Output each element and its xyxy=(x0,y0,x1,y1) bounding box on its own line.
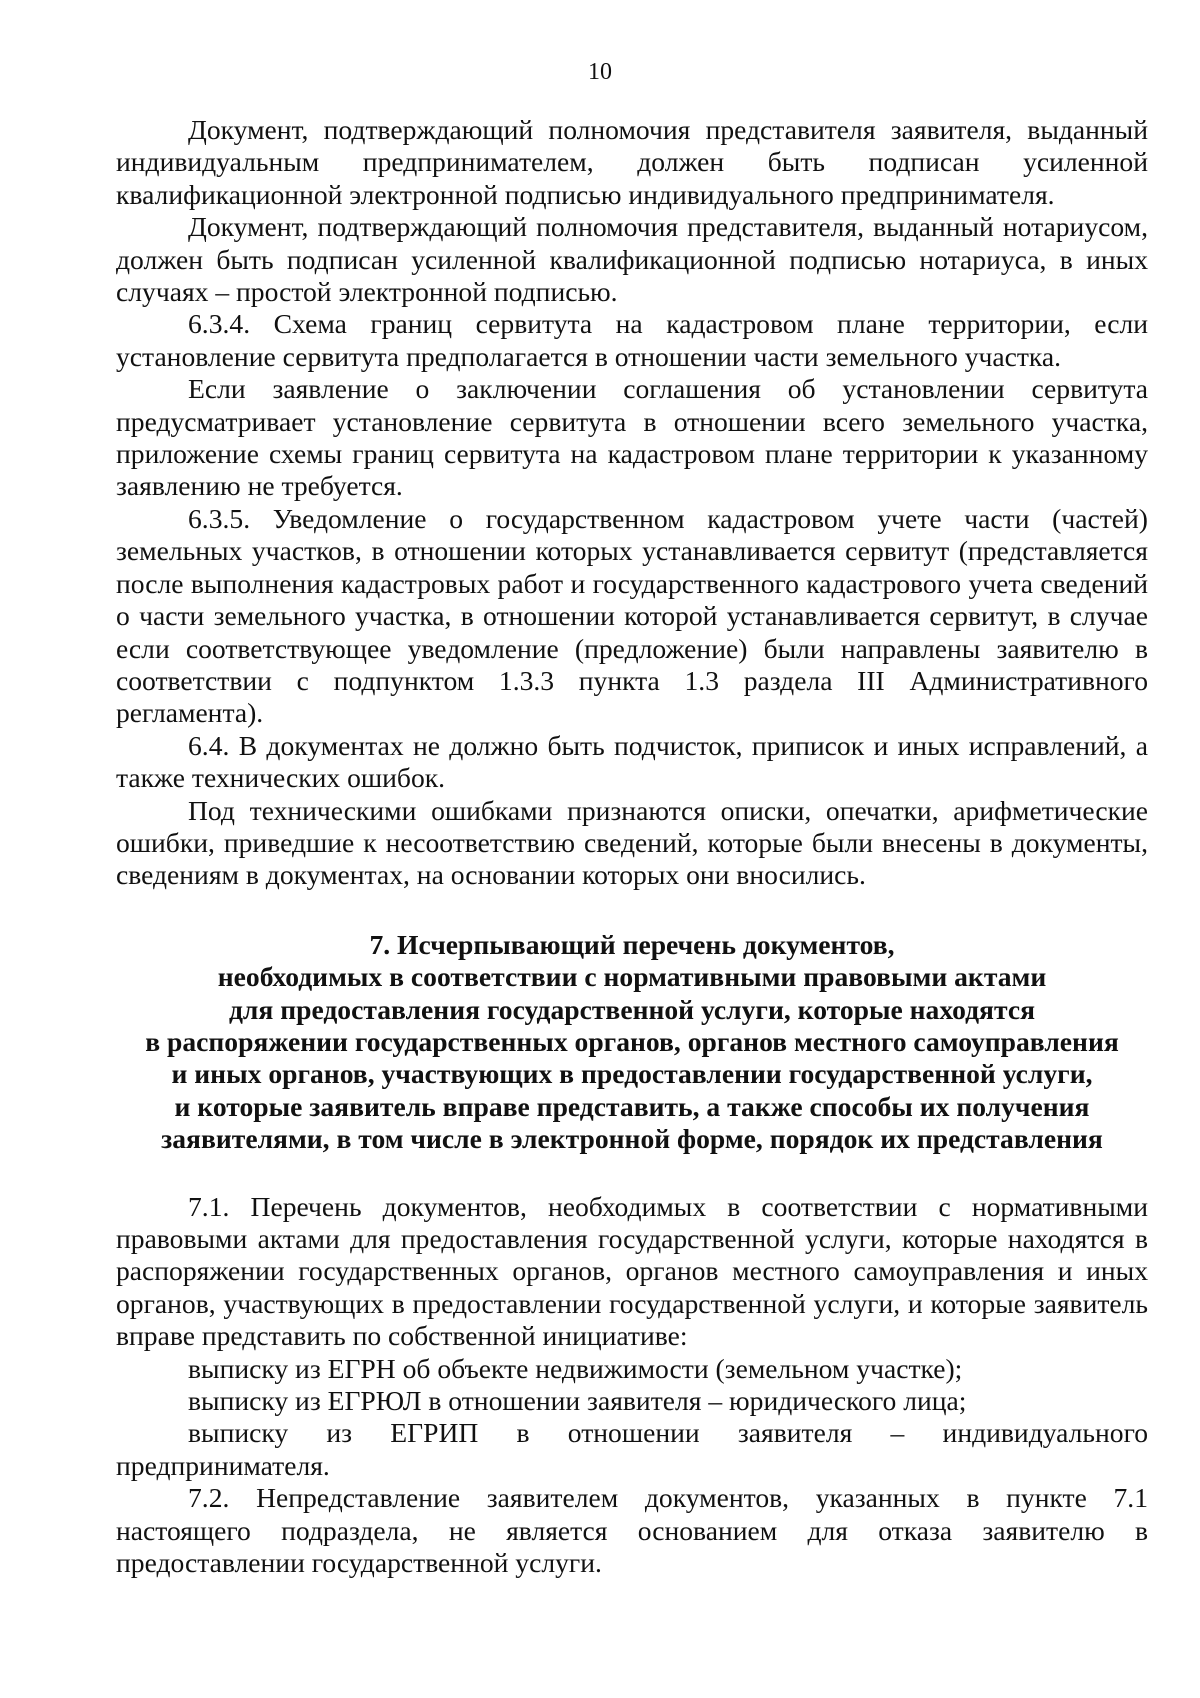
paragraph: 7.2. Непредставление заявителем документов, указанных в пункте 7.1 настоящего подраздела, не является основанием для отказа заявителю в предоставлении государственной услуги. xyxy=(116,1482,1148,1579)
heading-line: в распоряжении государственных органов, органов местного самоуправления xyxy=(145,1025,1119,1057)
document-body xyxy=(116,114,1148,1579)
page-number: 10 xyxy=(588,59,612,85)
paragraph: 6.4. В документах не должно быть подчисток, приписок и иных исправлений, а также технических ошибок. xyxy=(116,729,1148,794)
heading-line: необходимых в соответствии с нормативными правовыми актами xyxy=(217,961,1047,993)
list-item: выписку из ЕГРЮЛ в отношении заявителя – юридического лица; xyxy=(188,1385,967,1417)
paragraph: Под техническими ошибками признаются описки, опечатки, арифметические ошибки, приведшие к несоответствию сведений, которые были внесены в документы, сведениям в документах, на основании которых они вносились. xyxy=(116,794,1148,891)
section-heading xyxy=(116,929,1148,1156)
paragraph: 6.3.4. Схема границ сервитута на кадастровом плане территории, если установление сервитута предполагается в отношении части земельного участка. xyxy=(116,308,1148,372)
heading-line: и иных органов, участвующих в предоставлении государственной услуги, xyxy=(171,1058,1093,1090)
heading-line: для предоставления государственной услуги, которые находятся xyxy=(228,993,1036,1025)
paragraph: 6.3.5. Уведомление о государственном кадастровом учете части (частей) земельных участков, в отношении которых устанавливается сервитут (представляется после выполнения кадастровых работ и государственного кадастрового учета сведений о части земельного участка, в отношении которой устанавливается сервитут, в случае если соответствующее уведомление (предложение) были направлены заявителю в соответствии с подпунктом 1.3.3 пункта 1.3 раздела III Административного регламента). xyxy=(116,502,1148,729)
heading-line: заявителями, в том числе в электронной форме, порядок их представления xyxy=(161,1123,1103,1155)
paragraph: Если заявление о заключении соглашения об установлении сервитута предусматривает установление сервитута в отношении всего земельного участка, приложение схемы границ сервитута на кадастровом плане территории к указанному заявлению не требуется. xyxy=(116,373,1148,502)
paragraph: Документ, подтверждающий полномочия представителя, выданный нотариусом, должен быть подписан усиленной квалификационной подписью нотариуса, в иных случаях – простой электронной подписью. xyxy=(116,211,1148,308)
heading-line: 7. Исчерпывающий перечень документов, xyxy=(369,928,895,960)
heading-line: и которые заявитель вправе представить, а также способы их получения xyxy=(174,1090,1090,1122)
list-item: выписку из ЕГРИП в отношении заявителя – индивидуального предпринимателя. xyxy=(116,1417,1148,1481)
list-item: выписку из ЕГРН об объекте недвижимости (земельном участке); xyxy=(188,1352,963,1384)
paragraph: Документ, подтверждающий полномочия представителя заявителя, выданный индивидуальным предпринимателем, должен быть подписан усиленной квалификационной электронной подписью индивидуального предпринимателя. xyxy=(116,114,1148,210)
paragraph: 7.1. Перечень документов, необходимых в соответствии с нормативными правовыми актами для предоставления государственной услуги, которые находятся в распоряжении государственных органов, органов местного самоуправления и иных органов, участвующих в предоставлении государственной услуги, и которые заявитель вправе представить по собственной инициативе: xyxy=(116,1190,1148,1352)
